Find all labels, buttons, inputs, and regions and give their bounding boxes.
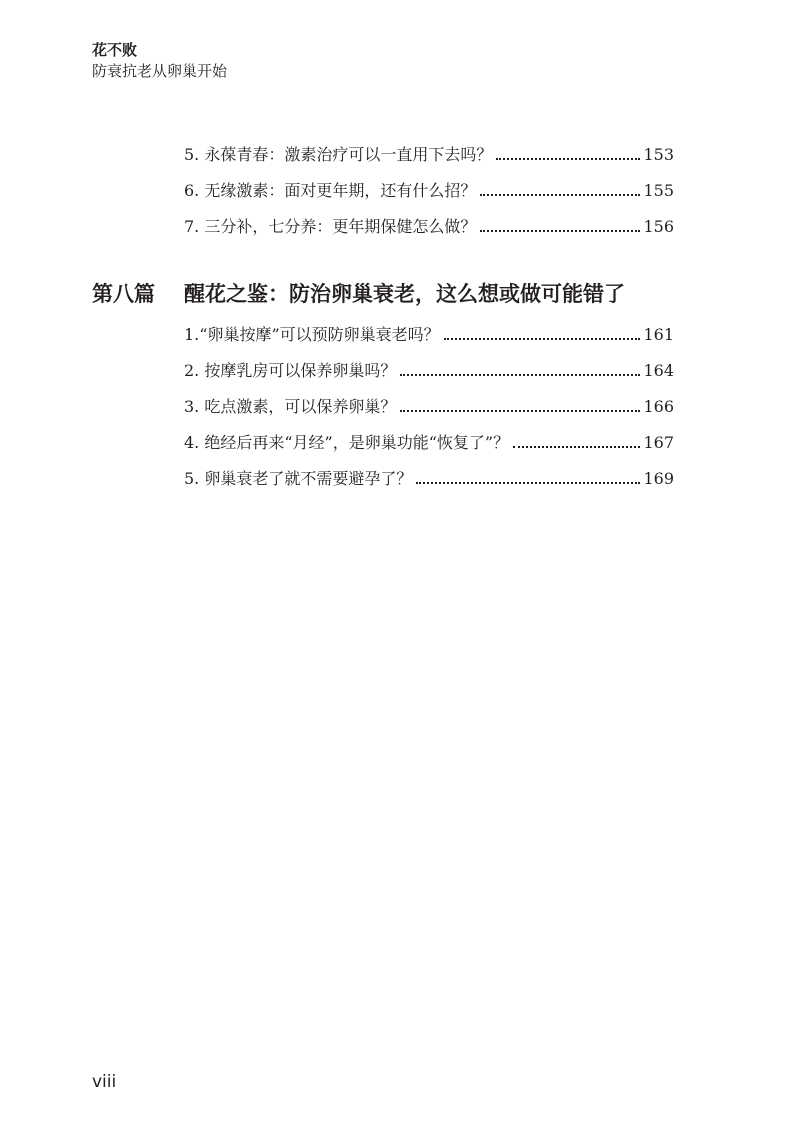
running-head (92, 40, 227, 82)
toc-entry[interactable] (184, 466, 674, 490)
toc-entry-label: 2. 按摩乳房可以保养卵巢吗？ (184, 361, 397, 380)
toc-entry-page: 153 (643, 145, 674, 164)
dot-leader (480, 230, 640, 232)
dot-leader (480, 194, 640, 196)
toc-entry-label: 3. 吃点激素，可以保养卵巢？ (184, 397, 397, 416)
toc-entry-label: 5. 卵巢衰老了就不需要避孕了？ (184, 469, 413, 488)
toc-entry-page: 169 (643, 469, 674, 488)
toc-entry[interactable] (184, 178, 674, 202)
toc-entry[interactable] (184, 214, 674, 238)
toc-entry-page: 164 (643, 361, 674, 380)
section-heading[interactable] (92, 280, 625, 308)
toc-entry-page: 156 (643, 217, 674, 236)
dot-leader (444, 338, 641, 340)
toc-entry-label: 6. 无缘激素：面对更年期，还有什么招？ (184, 181, 477, 200)
toc-entry[interactable] (184, 322, 674, 346)
page-folio: viii (92, 1072, 117, 1092)
book-subtitle: 防衰抗老从卵巢开始 (92, 62, 228, 80)
toc-entry-label: 5. 永葆青春：激素治疗可以一直用下去吗？ (184, 145, 493, 164)
toc-entry-page: 161 (643, 325, 674, 344)
toc-entry-label: 1.“卵巢按摩”可以预防卵巢衰老吗？ (184, 325, 440, 344)
dot-leader (400, 410, 640, 412)
toc-entry-page: 167 (643, 433, 674, 452)
section-title: 醒花之鉴：防治卵巢衰老，这么想或做可能错了 (184, 282, 625, 306)
toc-entry[interactable] (184, 430, 674, 454)
toc-entry-page: 166 (643, 397, 674, 416)
toc-entry[interactable] (184, 358, 674, 382)
toc-entry-page: 155 (643, 181, 674, 200)
section-number: 第八篇 (92, 282, 155, 306)
dot-leader (513, 446, 640, 448)
book-title: 花不败 (92, 41, 138, 59)
dot-leader (416, 482, 640, 484)
toc-entry[interactable] (184, 394, 674, 418)
toc-entry-label: 7. 三分补，七分养：更年期保健怎么做？ (184, 217, 477, 236)
toc-entry-label: 4. 绝经后再来“月经”，是卵巢功能“恢复了”？ (184, 433, 510, 452)
dot-leader (400, 374, 640, 376)
dot-leader (496, 158, 640, 160)
toc-entry[interactable] (184, 142, 674, 166)
